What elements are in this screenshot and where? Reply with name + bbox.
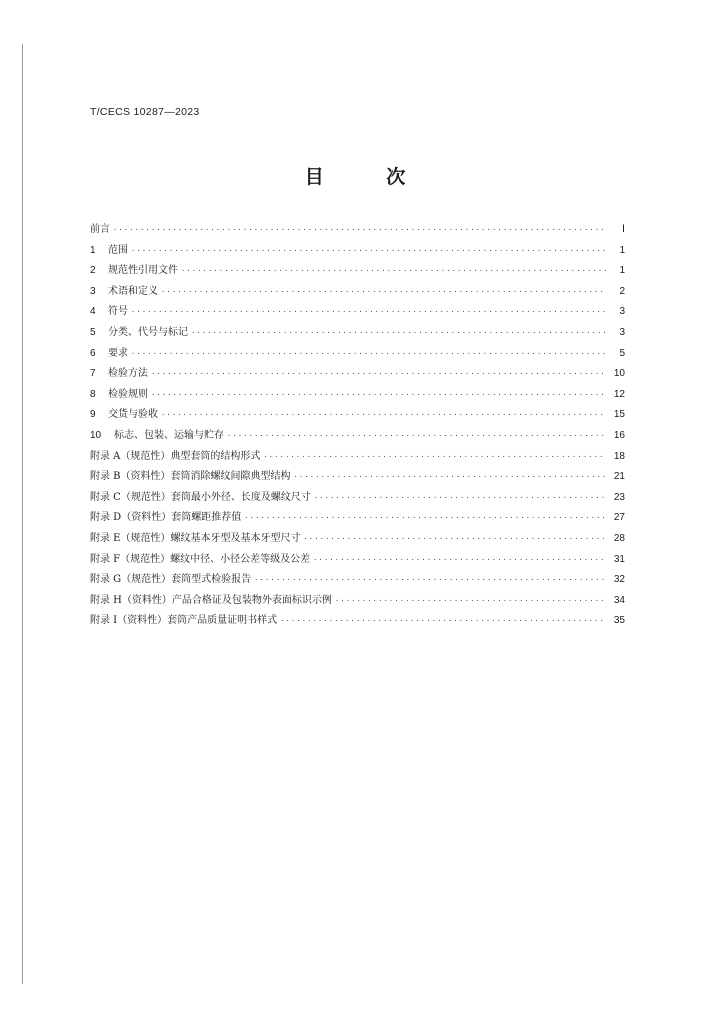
toc-entry-number: 10 — [90, 429, 102, 441]
toc-entry-page: 12 — [613, 388, 625, 400]
toc-entry-page: 5 — [619, 347, 625, 359]
toc-entry-number: 8 — [90, 388, 96, 400]
toc-entry-page: 15 — [613, 409, 625, 421]
toc-leader-dots — [227, 426, 606, 447]
toc-leader-dots — [113, 220, 606, 241]
toc-appendix-entry[interactable] — [90, 508, 625, 529]
toc-entry-number: 1 — [90, 244, 96, 256]
toc-entry-label: 标志、包装、运输与贮存 — [114, 429, 224, 441]
toc-leader-dots — [191, 323, 606, 344]
toc-entry-label: 前言 — [90, 224, 110, 235]
page-title: 目 次 — [304, 166, 434, 188]
toc-appendix-prefix: 附录 G（规范性） — [90, 574, 172, 586]
table-of-contents — [90, 220, 625, 632]
toc-entry-page: 16 — [613, 429, 625, 441]
toc-entry[interactable] — [90, 344, 625, 365]
toc-entry-number: 3 — [90, 285, 96, 297]
toc-appendix-prefix: 附录 D（资料性） — [90, 512, 172, 524]
toc-entry[interactable] — [90, 405, 625, 426]
toc-entry[interactable] — [90, 385, 625, 406]
toc-entry-label: 术语和定义 — [108, 285, 158, 297]
document-code: T/CECS 10287—2023 — [90, 106, 200, 118]
toc-entry[interactable] — [90, 323, 625, 344]
toc-entry-page: 3 — [619, 326, 625, 338]
toc-entry-number: 4 — [90, 306, 96, 318]
toc-leader-dots — [263, 447, 606, 468]
toc-leader-dots — [151, 385, 606, 406]
toc-appendix-entry[interactable] — [90, 447, 625, 468]
toc-entry-label: 规范性引用文件 — [108, 265, 178, 277]
toc-leader-dots — [303, 529, 606, 550]
toc-appendix-prefix: 附录 H（资料性） — [90, 594, 172, 606]
toc-appendix-entry[interactable] — [90, 529, 625, 550]
toc-leader-dots — [131, 344, 606, 365]
toc-appendix-prefix: 附录 E（规范性） — [90, 532, 171, 544]
toc-appendix-prefix: 附录 B（资料性） — [90, 471, 171, 483]
toc-entry-label: 典型套筒的结构形式 — [170, 450, 261, 462]
toc-leader-dots — [131, 241, 606, 262]
toc-entry-label: 产品合格证及包装物外表面标识示例 — [171, 594, 332, 606]
toc-leader-dots — [161, 282, 606, 303]
toc-appendix-entry[interactable] — [90, 488, 625, 509]
toc-leader-dots — [280, 611, 606, 632]
toc-entry-label: 检验方法 — [108, 368, 148, 380]
toc-appendix-entry[interactable] — [90, 550, 625, 571]
toc-entry-label: 套筒最小外径、长度及螺纹尺寸 — [170, 491, 311, 503]
toc-entry[interactable] — [90, 282, 625, 303]
toc-entry-page: 23 — [613, 491, 625, 503]
toc-leader-dots — [151, 364, 606, 385]
toc-entry-page: 2 — [619, 285, 625, 297]
toc-entry[interactable] — [90, 364, 625, 385]
toc-entry-page: 32 — [613, 574, 625, 586]
toc-leader-dots — [244, 508, 606, 529]
toc-leader-dots — [181, 261, 606, 282]
toc-appendix-entry[interactable] — [90, 611, 625, 632]
toc-entry-page: 28 — [613, 532, 625, 544]
toc-entry-label: 套筒型式检验报告 — [171, 574, 252, 586]
toc-appendix-entry[interactable] — [90, 591, 625, 612]
toc-leader-dots — [161, 405, 606, 426]
toc-appendix-prefix: 附录 I（资料性） — [90, 615, 168, 627]
toc-entry-page: 34 — [613, 594, 625, 606]
toc-entry-page: 21 — [613, 471, 625, 483]
toc-entry-number: 7 — [90, 368, 96, 380]
toc-entry-page: 27 — [613, 512, 625, 524]
toc-entry[interactable] — [90, 220, 625, 241]
toc-appendix-prefix: 附录 F（规范性） — [90, 553, 171, 565]
toc-entry-page: 18 — [613, 450, 625, 462]
toc-leader-dots — [254, 570, 606, 591]
toc-entry[interactable] — [90, 302, 625, 323]
toc-entry-number: 2 — [90, 265, 96, 277]
toc-leader-dots — [314, 488, 606, 509]
toc-appendix-entry[interactable] — [90, 570, 625, 591]
toc-entry[interactable] — [90, 241, 625, 262]
toc-entry-label: 分类、代号与标记 — [108, 326, 188, 338]
toc-entry-page: 35 — [613, 615, 625, 627]
toc-appendix-prefix: 附录 C（规范性） — [90, 491, 171, 503]
toc-entry[interactable] — [90, 261, 625, 282]
toc-entry-page: 1 — [619, 244, 625, 256]
toc-entry-page: 3 — [619, 306, 625, 318]
toc-entry-label: 检验规则 — [108, 388, 148, 400]
toc-entry-number: 9 — [90, 409, 96, 421]
toc-appendix-prefix: 附录 A（规范性） — [90, 450, 171, 462]
toc-entry-page: 10 — [613, 368, 625, 380]
toc-entry-label: 套筒螺距推荐值 — [171, 512, 242, 524]
toc-leader-dots — [294, 467, 606, 488]
toc-entry-label: 范围 — [108, 244, 128, 256]
toc-entry-page: 1 — [619, 265, 625, 277]
toc-entry-label: 交货与验收 — [108, 409, 158, 421]
toc-entry-number: 6 — [90, 347, 96, 359]
toc-entry-label: 套筒消除螺纹间隙典型结构 — [170, 471, 291, 483]
toc-entry-label: 套筒产品质量证明书样式 — [167, 615, 278, 627]
toc-entry-page: Ⅰ — [622, 224, 625, 235]
toc-entry-page: 31 — [613, 553, 625, 565]
toc-entry[interactable] — [90, 426, 625, 447]
toc-entry-label: 要求 — [108, 347, 128, 359]
toc-entry-label: 符号 — [108, 306, 128, 318]
toc-leader-dots — [313, 550, 606, 571]
toc-leader-dots — [131, 302, 606, 323]
toc-entry-label: 螺纹中径、小径公差等级及公差 — [170, 553, 311, 565]
toc-appendix-entry[interactable] — [90, 467, 625, 488]
toc-leader-dots — [335, 591, 606, 612]
toc-entry-number: 5 — [90, 326, 96, 338]
toc-entry-label: 螺纹基本牙型及基本牙型尺寸 — [170, 532, 301, 544]
